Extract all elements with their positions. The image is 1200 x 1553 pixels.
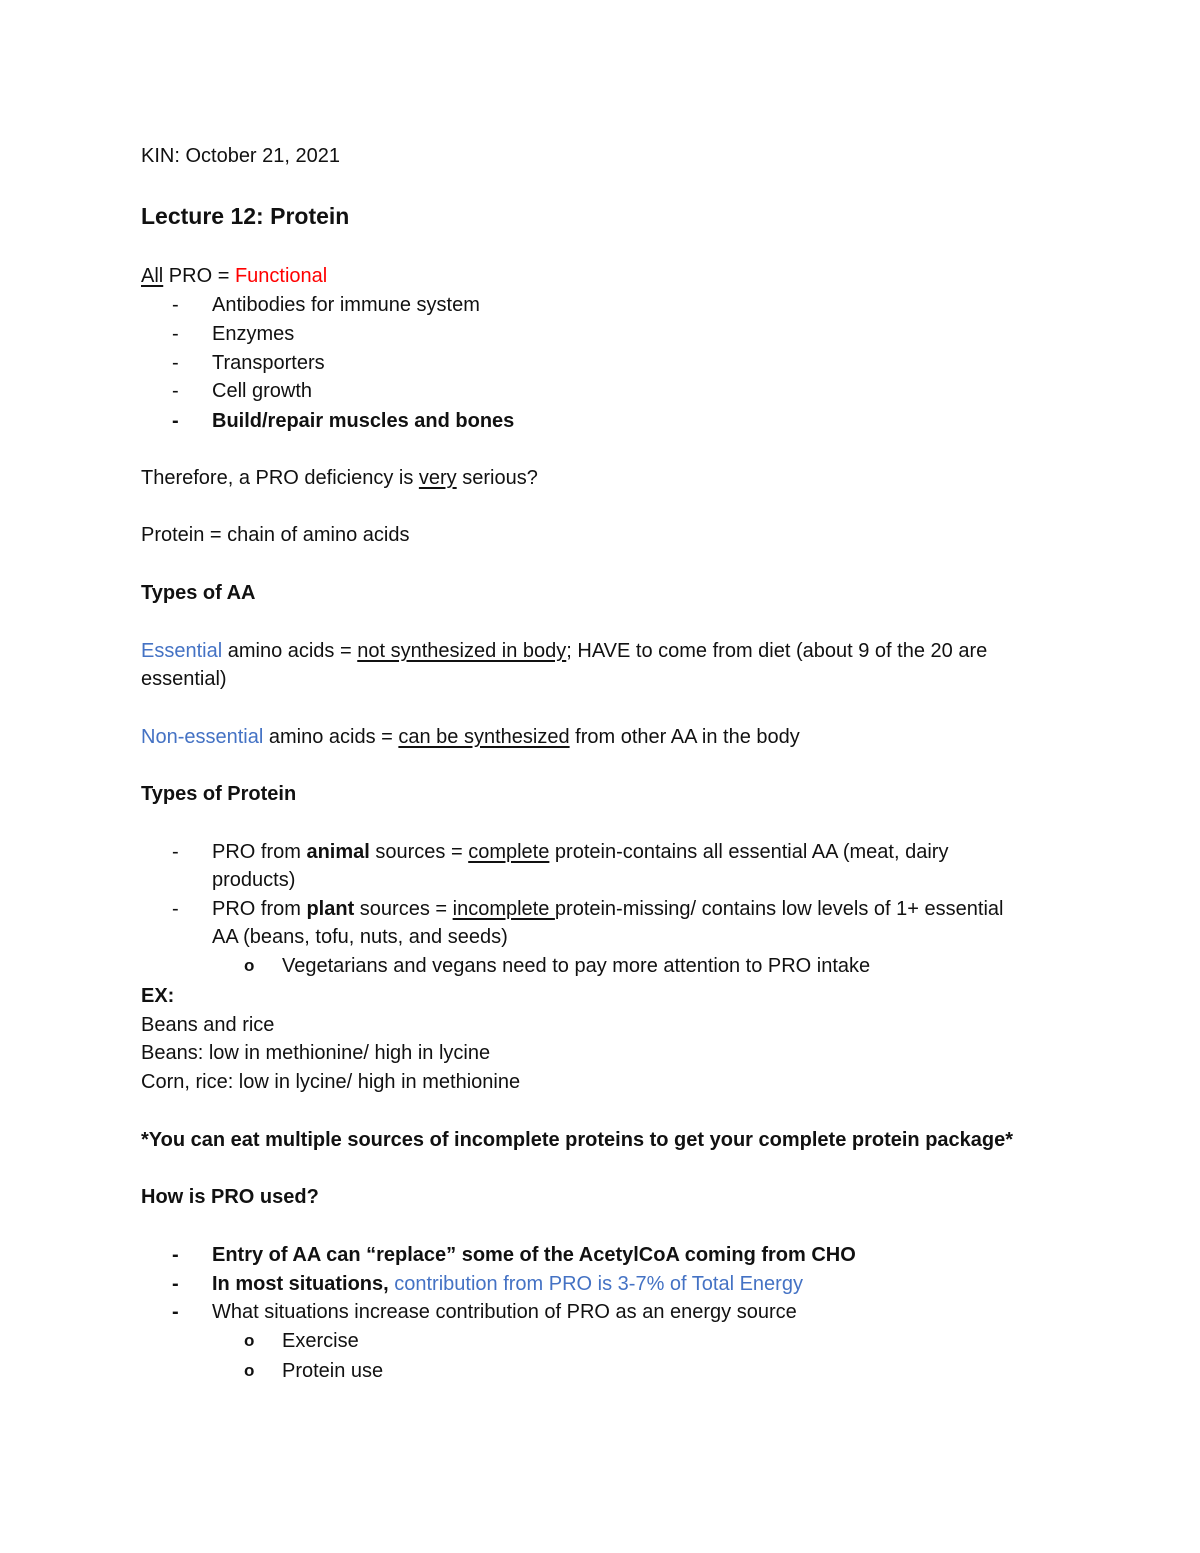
usage-item2-a: In most situations, <box>212 1273 395 1295</box>
bullet-dash: - <box>172 410 179 432</box>
bullet-dash: - <box>172 1301 179 1323</box>
animal-d: protein-contains all essential AA (meat, dairy <box>549 841 949 863</box>
deficiency-text: Therefore, a PRO deficiency is <box>141 467 419 489</box>
bullet-circle: o <box>244 956 255 975</box>
plant-protein-continuation: AA (beans, tofu, nuts, and seeds) <box>212 926 508 948</box>
complete-word: complete <box>468 841 550 863</box>
plant-a: PRO from <box>212 898 307 920</box>
usage-item-situations: What situations increase contribution of PRO as an energy source <box>212 1301 797 1323</box>
function-item-transporters: Transporters <box>212 352 325 374</box>
function-item-enzymes: Enzymes <box>212 323 295 345</box>
usage-heading: How is PRO used? <box>141 1186 319 1208</box>
nonessential-term: Non-essential <box>141 726 264 748</box>
animal-protein-item <box>212 839 948 865</box>
plant-protein-item <box>212 896 1003 922</box>
usage-item-contribution <box>212 1271 803 1297</box>
usage-item2-highlight: contribution from PRO is 3-7% of Total Energy <box>394 1273 803 1295</box>
types-protein-heading: Types of Protein <box>141 783 297 805</box>
bullet-dash: - <box>172 898 179 920</box>
essential-underlined: not synthesized in body <box>357 640 567 662</box>
animal-word: animal <box>306 841 370 863</box>
vegetarian-note: Vegetarians and vegans need to pay more attention to PRO intake <box>282 955 871 977</box>
bullet-dash: - <box>172 1273 179 1295</box>
nonessential-underlined: can be synthesized <box>398 726 570 748</box>
all-word: All <box>141 265 164 287</box>
example-line: Beans and rice <box>141 1014 275 1036</box>
deficiency-end: serious? <box>456 467 538 489</box>
example-line: Corn, rice: low in lycine/ high in methionine <box>141 1071 521 1093</box>
bullet-dash: - <box>172 294 179 316</box>
function-item-antibodies: Antibodies for immune system <box>212 294 480 316</box>
nonessential-rest: from other AA in the body <box>569 726 800 748</box>
usage-sub-exercise: Exercise <box>282 1330 359 1352</box>
example-label: EX: <box>141 985 175 1007</box>
usage-sub-protein-use: Protein use <box>282 1360 384 1382</box>
essential-term: Essential <box>141 640 223 662</box>
lecture-title: Lecture 12: Protein <box>141 203 350 229</box>
essential-aa-statement <box>141 638 987 664</box>
essential-mid: amino acids = <box>222 640 358 662</box>
functional-statement <box>141 263 327 289</box>
plant-c: sources = <box>354 898 453 920</box>
usage-item-entry: Entry of AA can “replace” some of the AcetylCoA coming from CHO <box>212 1244 856 1266</box>
protein-definition: Protein = chain of amino acids <box>141 524 410 546</box>
bullet-dash: - <box>172 323 179 345</box>
example-line: Beans: low in methionine/ high in lycine <box>141 1042 491 1064</box>
very-word: very <box>418 467 457 489</box>
deficiency-statement <box>141 465 538 491</box>
nonessential-mid: amino acids = <box>263 726 399 748</box>
incomplete-word: incomplete <box>452 898 555 920</box>
animal-protein-continuation: products) <box>212 869 296 891</box>
nonessential-aa-statement <box>141 724 800 750</box>
bullet-dash: - <box>172 380 179 402</box>
bullet-dash: - <box>172 841 179 863</box>
animal-a: PRO from <box>212 841 307 863</box>
bullet-circle: o <box>244 1361 255 1380</box>
header-date: KIN: October 21, 2021 <box>141 145 341 167</box>
animal-c: sources = <box>369 841 469 863</box>
function-item-cell-growth: Cell growth <box>212 380 313 402</box>
bullet-dash: - <box>172 352 179 374</box>
bullet-dash: - <box>172 1244 179 1266</box>
pro-equals: PRO = <box>163 265 235 287</box>
plant-word: plant <box>306 898 355 920</box>
essential-rest: ; HAVE to come from diet (about 9 of the 20 are <box>566 640 988 662</box>
plant-d: protein-missing/ contains low levels of 1+ essential <box>554 898 1004 920</box>
bullet-circle: o <box>244 1331 255 1350</box>
function-item-build-repair: Build/repair muscles and bones <box>212 410 515 432</box>
functional-word: Functional <box>234 265 328 287</box>
types-aa-heading: Types of AA <box>141 582 256 604</box>
complete-protein-note: *You can eat multiple sources of incomplete proteins to get your complete protein package* <box>141 1129 1014 1151</box>
essential-aa-continuation: essential) <box>141 668 227 690</box>
